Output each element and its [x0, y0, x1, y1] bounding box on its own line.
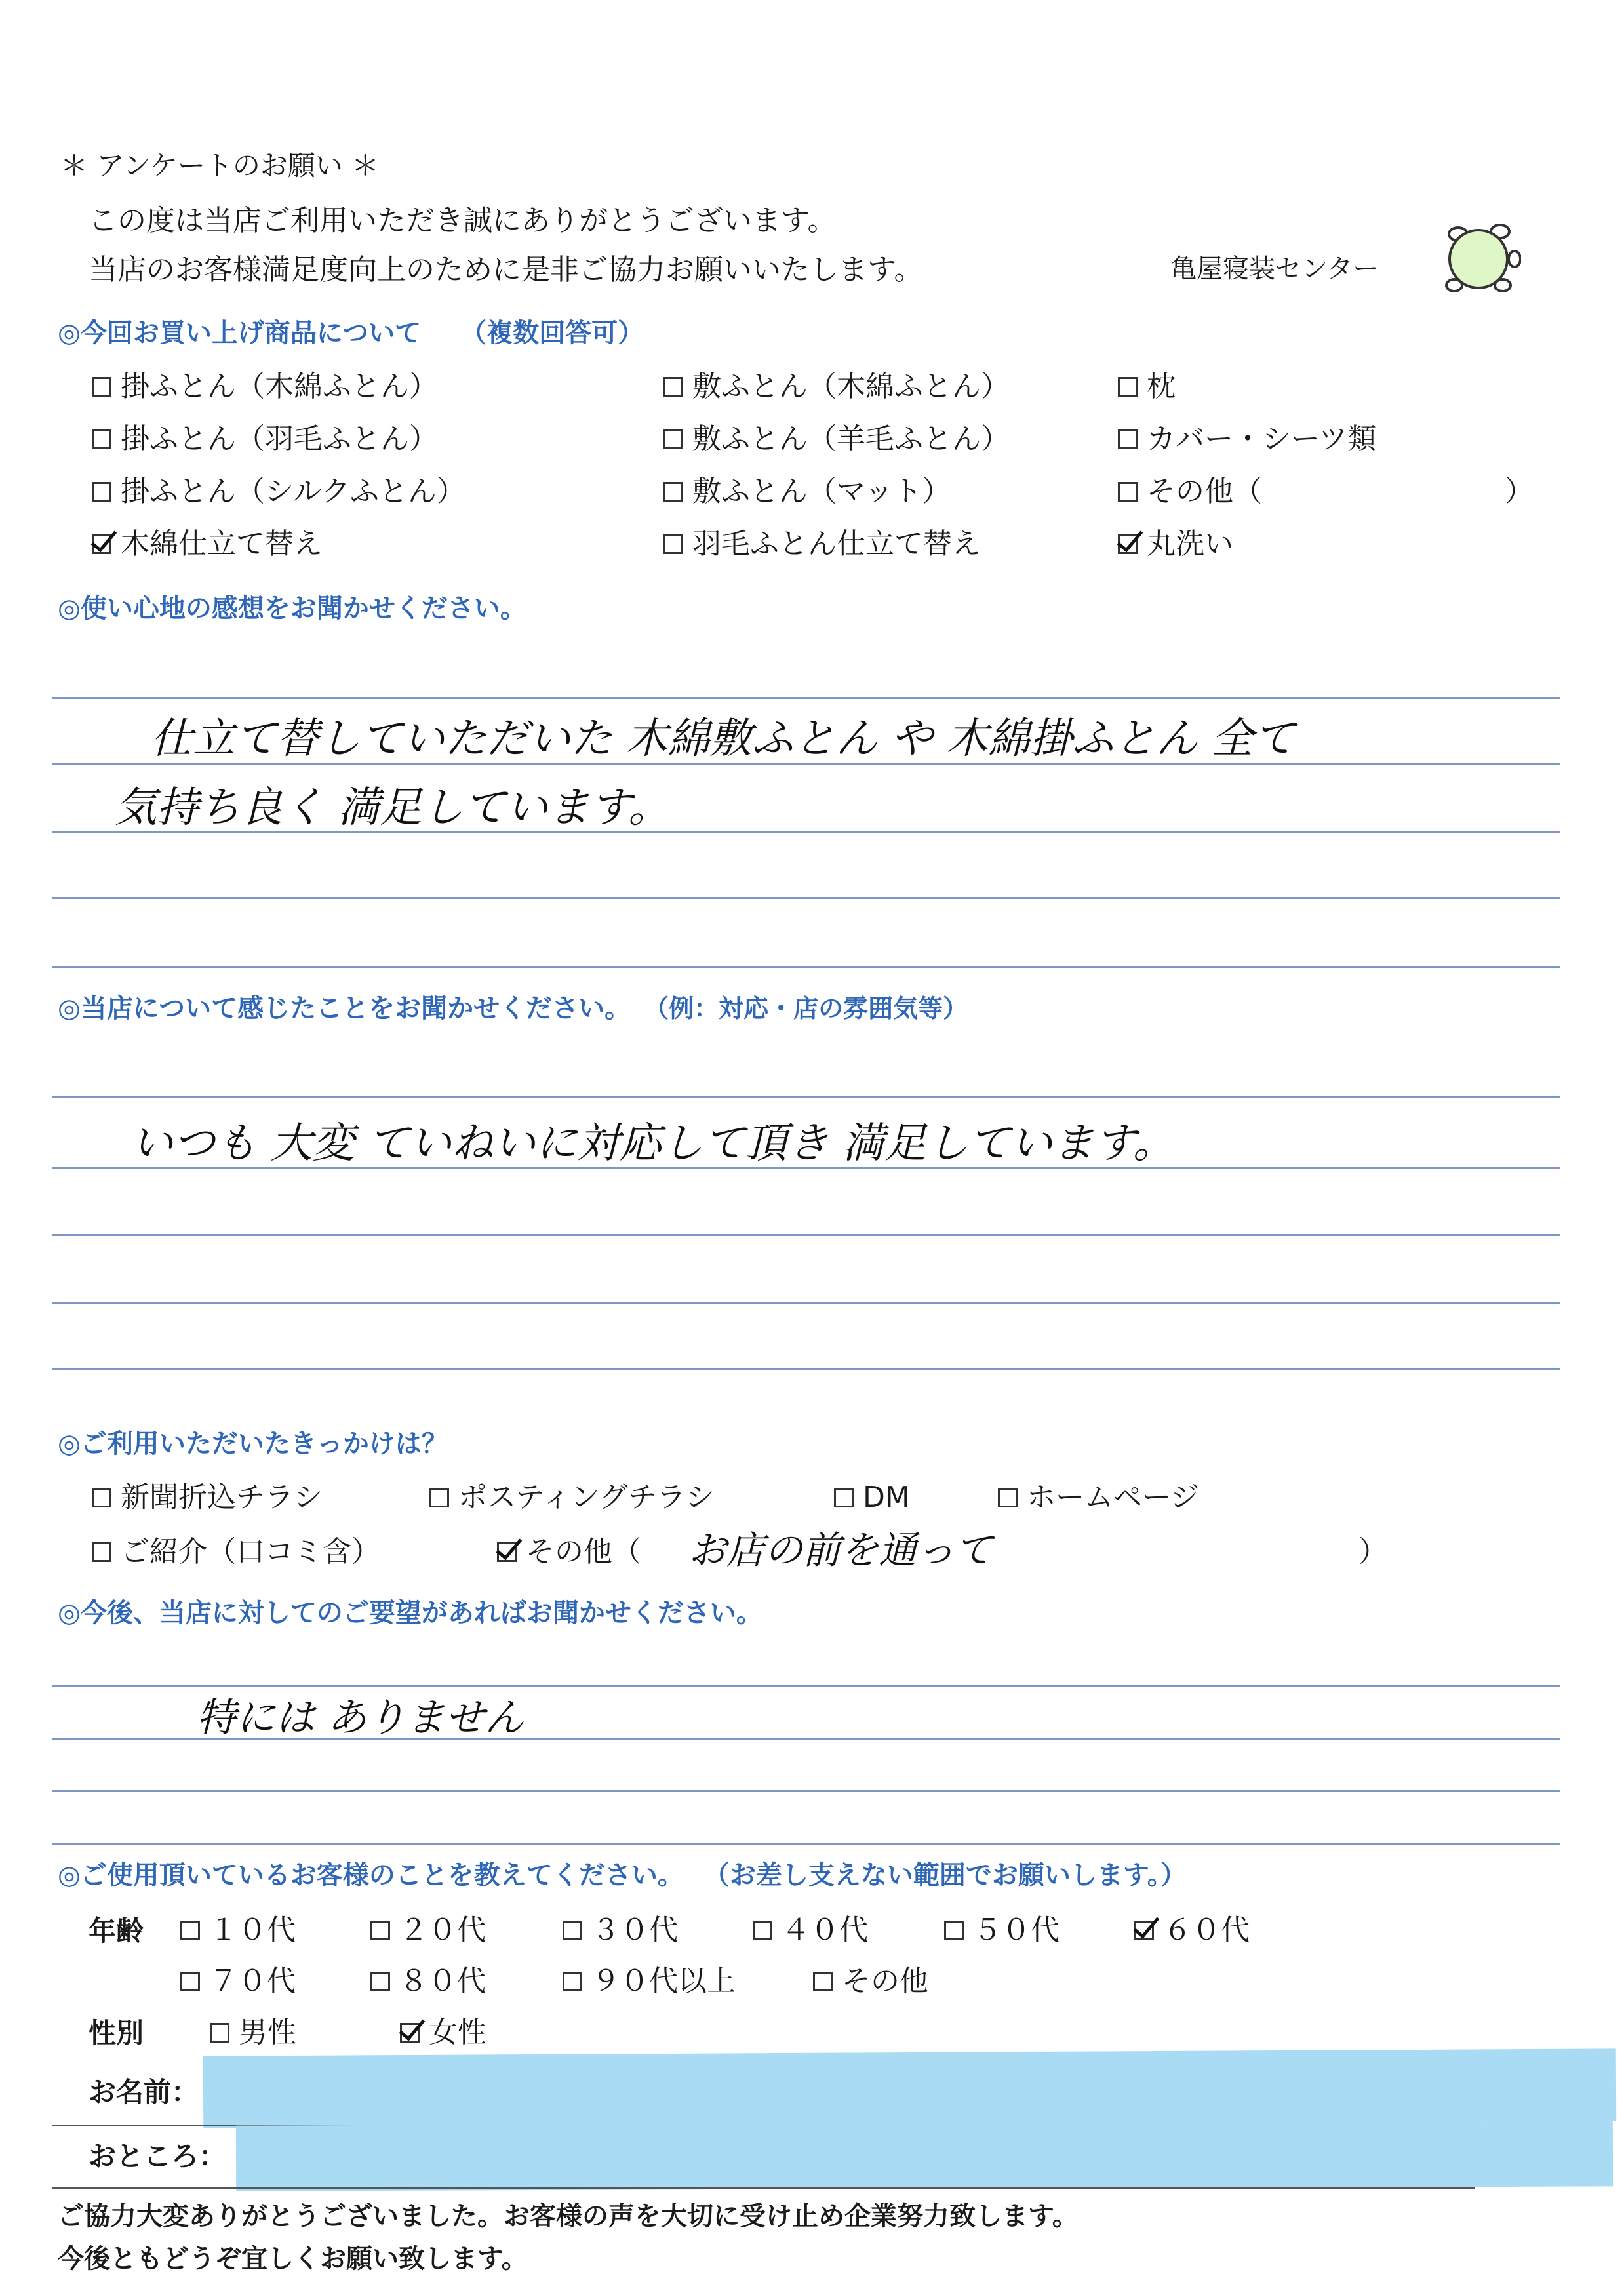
checkbox[interactable] [429, 1488, 449, 1507]
checkbox-checked[interactable] [92, 534, 111, 554]
trigger-newspaper-flyer[interactable]: 新聞折込チラシ [92, 1483, 323, 1512]
checkbox[interactable] [563, 1972, 582, 1991]
checkbox-checked[interactable] [1118, 534, 1138, 554]
checkbox[interactable] [813, 1972, 833, 1991]
age-50s[interactable]: ５０代 [944, 1916, 1060, 1945]
checkbox[interactable] [663, 429, 683, 449]
answer-rule [52, 1790, 1560, 1792]
trigger-posting-flyer[interactable]: ポスティングチラシ [429, 1483, 715, 1512]
product-pillow[interactable]: 枕 [1118, 372, 1176, 401]
impression-answer-line-1: 仕立て替していただいた 木綿敷ふとん や 木綿掛ふとん 全て [151, 715, 1296, 763]
checkbox[interactable] [92, 377, 111, 397]
product-down-remake[interactable]: 羽毛ふとん仕立て替え [663, 530, 981, 559]
checkbox[interactable] [180, 1921, 200, 1940]
age-20s[interactable]: ２０代 [370, 1916, 486, 1945]
gender-label: 性別 [89, 2017, 144, 2049]
shop-feeling-heading: ◎当店について感じたことをお聞かせください。 （例：対応・店の雰囲気等） [58, 993, 968, 1024]
gender-male[interactable]: 男性 [210, 2018, 296, 2047]
answer-rule [52, 1234, 1560, 1236]
name-redaction [203, 2048, 1617, 2128]
product-futon-down-cover[interactable]: 掛ふとん（羽毛ふとん） [92, 425, 438, 454]
address-label: おところ： [89, 2140, 227, 2172]
answer-rule [52, 966, 1560, 968]
answer-rule [52, 897, 1560, 899]
trigger-dm[interactable]: DM [834, 1483, 910, 1512]
product-mattress-cotton[interactable]: 敷ふとん（木綿ふとん） [663, 372, 1010, 401]
requests-answer: 特には ありません [197, 1695, 525, 1741]
trigger-other[interactable]: その他（ [497, 1538, 641, 1567]
trigger-referral[interactable]: ご紹介（口コミ含） [92, 1538, 380, 1567]
footer-line-1: ご協力大変ありがとうございました。お客様の声を大切に受け止め企業努力致します。 [58, 2201, 1079, 2231]
trigger-other-close: ） [1358, 1535, 1387, 1568]
age-other[interactable]: その他 [813, 1967, 928, 1996]
trigger-heading: ◎ご利用いただいたきっかけは？ [58, 1429, 448, 1459]
shop-name: 亀屋寝装センター [1170, 254, 1379, 284]
checkbox[interactable] [663, 482, 683, 502]
impression-answer-line-2: 気持ち良く 満足しています。 [115, 784, 671, 832]
checkbox[interactable] [1118, 377, 1138, 397]
checkbox[interactable] [998, 1488, 1018, 1507]
checkbox-checked[interactable] [1134, 1921, 1154, 1940]
trigger-other-answer: お店の前を通って [688, 1528, 993, 1572]
answer-rule [52, 1368, 1560, 1370]
age-60s[interactable]: ６０代 [1134, 1916, 1250, 1945]
product-futon-cotton-cover[interactable]: 掛ふとん（木綿ふとん） [92, 372, 438, 401]
address-redaction [236, 2121, 1613, 2191]
customer-heading: ◎ご使用頂いているお客様のことを教えてください。 （お差し支えない範囲でお願いします。） [58, 1860, 1187, 1890]
greeting-line-1: この度は当店ご利用いただき誠にありがとうございます。 [89, 204, 837, 237]
age-70s[interactable]: ７０代 [180, 1967, 296, 1996]
checkbox[interactable] [1118, 482, 1138, 502]
product-mattress-mat[interactable]: 敷ふとん（マット） [663, 477, 951, 506]
answer-rule [52, 1302, 1560, 1304]
impression-heading: ◎使い心地の感想をお聞かせください。 [58, 593, 526, 624]
checkbox[interactable] [834, 1488, 854, 1507]
checkbox[interactable] [180, 1972, 200, 1991]
checkbox-checked[interactable] [497, 1542, 517, 1562]
answer-rule [52, 1843, 1560, 1845]
product-mattress-wool[interactable]: 敷ふとん（羊毛ふとん） [663, 425, 1010, 454]
checkbox[interactable] [663, 534, 683, 554]
product-futon-silk-cover[interactable]: 掛ふとん（シルクふとん） [92, 477, 465, 506]
checkbox[interactable] [663, 377, 683, 397]
product-cotton-remake[interactable]: 木綿仕立て替え [92, 530, 323, 559]
product-other-close: ） [1505, 475, 1534, 508]
checkbox[interactable] [210, 2023, 229, 2043]
name-label: お名前： [89, 2076, 199, 2108]
checkbox[interactable] [370, 1921, 390, 1940]
checkbox[interactable] [1118, 429, 1138, 449]
age-10s[interactable]: １０代 [180, 1916, 296, 1945]
products-heading: ◎今回お買い上げ商品について （複数回答可） [58, 318, 644, 348]
checkbox[interactable] [92, 1542, 111, 1562]
age-30s[interactable]: ３０代 [563, 1916, 678, 1945]
survey-title: ＊ アンケートのお願い ＊ [60, 150, 380, 182]
shop-feeling-answer: いつも 大変 ていねいに対応して頂き 満足しています。 [131, 1119, 1175, 1168]
product-covers-sheets[interactable]: カバー・シーツ類 [1118, 425, 1376, 454]
requests-heading: ◎今後、当店に対してのご要望があればお聞かせください。 [58, 1598, 762, 1628]
product-other[interactable]: その他（ [1118, 477, 1262, 506]
checkbox[interactable] [563, 1921, 582, 1940]
answer-rule [52, 697, 1560, 699]
checkbox[interactable] [753, 1921, 772, 1940]
answer-rule [52, 1096, 1560, 1098]
gender-female[interactable]: 女性 [400, 2018, 486, 2047]
age-label: 年齢 [89, 1915, 144, 1947]
checkbox[interactable] [92, 482, 111, 502]
answer-rule [52, 2187, 1475, 2189]
age-80s[interactable]: ８０代 [370, 1967, 486, 1996]
trigger-homepage[interactable]: ホームページ [998, 1483, 1199, 1512]
checkbox-checked[interactable] [400, 2023, 420, 2043]
checkbox[interactable] [92, 1488, 111, 1507]
checkbox[interactable] [944, 1921, 964, 1940]
age-90s-plus[interactable]: ９０代以上 [563, 1967, 736, 1996]
greeting-line-2: 当店のお客様満足度向上のために是非ご協力お願いいたします。 [89, 253, 923, 287]
age-40s[interactable]: ４０代 [753, 1916, 868, 1945]
checkbox[interactable] [370, 1972, 390, 1991]
checkbox[interactable] [92, 429, 111, 449]
turtle-logo-icon [1436, 213, 1521, 298]
footer-line-2: 今後ともどうぞ宜しくお願い致します。 [58, 2244, 528, 2274]
answer-rule [52, 1685, 1560, 1687]
product-full-wash[interactable]: 丸洗い [1118, 530, 1233, 559]
